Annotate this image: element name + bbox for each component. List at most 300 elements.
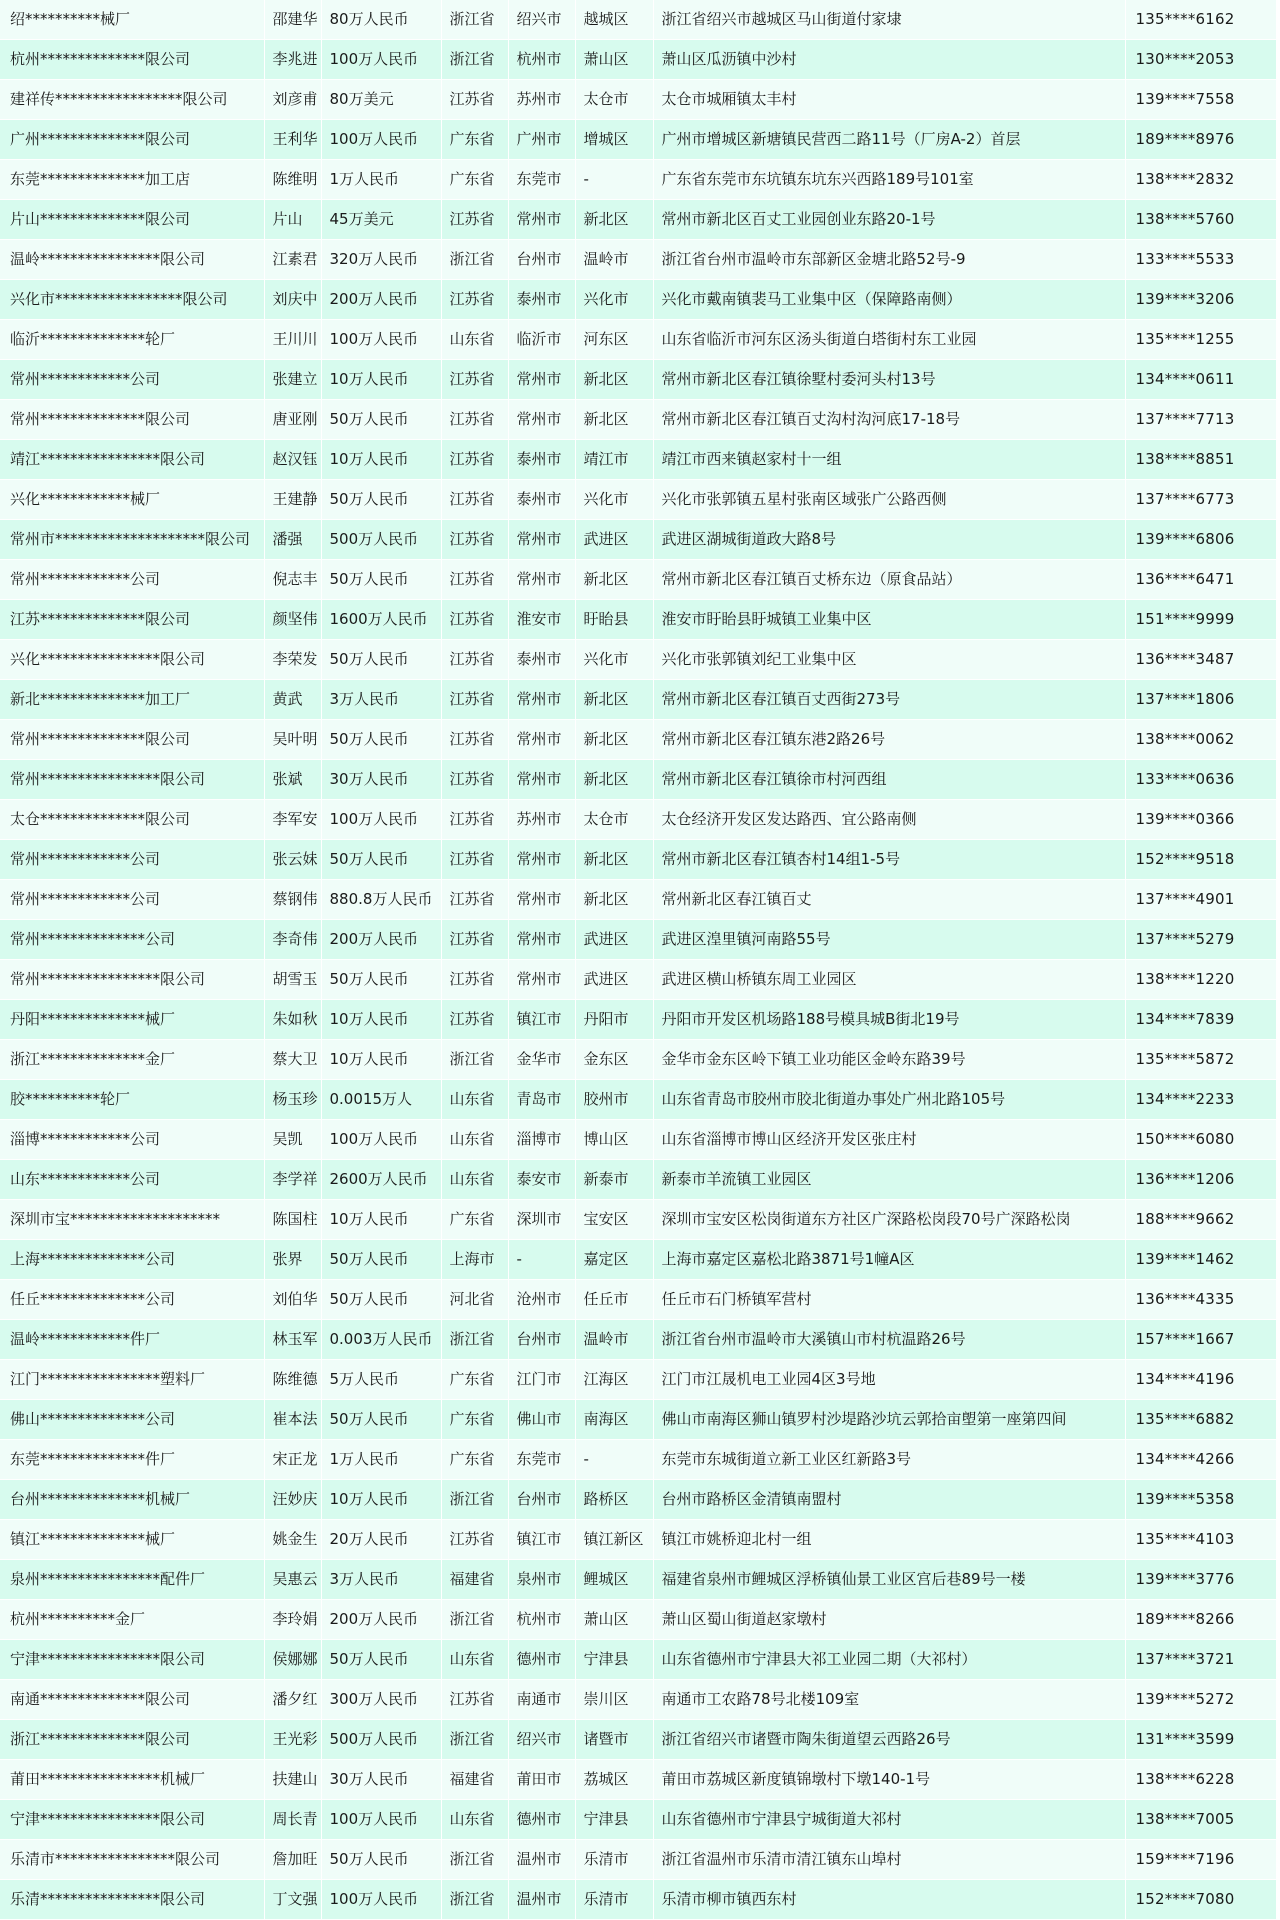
address-cell: 淮安市盱眙县盱城镇工业集中区 (653, 600, 1125, 640)
table-row (0, 1480, 1276, 1520)
address-cell: 萧山区蜀山街道赵家墩村 (653, 1600, 1125, 1640)
registered-capital-cell: 5万人民币 (321, 1360, 441, 1400)
city-cell: 泰州市 (508, 440, 575, 480)
district-cell: 崇川区 (575, 1680, 653, 1720)
table-row (0, 320, 1276, 360)
legal-person-cell: 宋正龙 (264, 1440, 321, 1480)
address-cell: 新泰市羊流镇工业园区 (653, 1160, 1125, 1200)
registered-capital-cell: 50万人民币 (321, 1640, 441, 1680)
province-cell: 江苏省 (441, 840, 508, 880)
table-row (0, 1840, 1276, 1880)
city-cell: - (508, 1240, 575, 1280)
phone-cell: 134****2233 (1125, 1080, 1276, 1120)
city-cell: 台州市 (508, 1320, 575, 1360)
address-cell: 武进区湖城街道政大路8号 (653, 520, 1125, 560)
city-cell: 常州市 (508, 560, 575, 600)
legal-person-cell: 黄武 (264, 680, 321, 720)
table-row (0, 1320, 1276, 1360)
legal-person-cell: 丁文强 (264, 1880, 321, 1920)
legal-person-cell: 王川川 (264, 320, 321, 360)
phone-cell: 134****4266 (1125, 1440, 1276, 1480)
table-row (0, 1400, 1276, 1440)
address-cell: 山东省临沂市河东区汤头街道白塔街村东工业园 (653, 320, 1125, 360)
legal-person-cell: 潘强 (264, 520, 321, 560)
table-row (0, 1080, 1276, 1120)
table-row (0, 1880, 1276, 1920)
company-name-cell: 常州**************限公司 (0, 400, 264, 440)
province-cell: 江苏省 (441, 360, 508, 400)
registered-capital-cell: 320万人民币 (321, 240, 441, 280)
company-name-cell: 泉州****************配件厂 (0, 1560, 264, 1600)
company-name-cell: 南通**************限公司 (0, 1680, 264, 1720)
city-cell: 常州市 (508, 720, 575, 760)
city-cell: 临沂市 (508, 320, 575, 360)
province-cell: 山东省 (441, 320, 508, 360)
city-cell: 常州市 (508, 840, 575, 880)
city-cell: 江门市 (508, 1360, 575, 1400)
registered-capital-cell: 10万人民币 (321, 1040, 441, 1080)
phone-cell: 131****3599 (1125, 1720, 1276, 1760)
registered-capital-cell: 200万人民币 (321, 1600, 441, 1640)
province-cell: 江苏省 (441, 920, 508, 960)
legal-person-cell: 刘彦甫 (264, 80, 321, 120)
company-name-cell: 温岭************件厂 (0, 1320, 264, 1360)
legal-person-cell: 詹加旺 (264, 1840, 321, 1880)
district-cell: 兴化市 (575, 480, 653, 520)
district-cell: 新北区 (575, 200, 653, 240)
registered-capital-cell: 10万人民币 (321, 1000, 441, 1040)
address-cell: 常州市新北区春江镇百丈西街273号 (653, 680, 1125, 720)
table-row (0, 200, 1276, 240)
address-cell: 浙江省台州市温岭市大溪镇山市村杭温路26号 (653, 1320, 1125, 1360)
phone-cell: 152****9518 (1125, 840, 1276, 880)
table-row (0, 520, 1276, 560)
company-name-cell: 兴化市*****************限公司 (0, 280, 264, 320)
address-cell: 南通市工农路78号北楼109室 (653, 1680, 1125, 1720)
city-cell: 泰安市 (508, 1160, 575, 1200)
address-cell: 任丘市石门桥镇军营村 (653, 1280, 1125, 1320)
district-cell: 荔城区 (575, 1760, 653, 1800)
phone-cell: 135****4103 (1125, 1520, 1276, 1560)
table-row (0, 1280, 1276, 1320)
company-name-cell: 佛山**************公司 (0, 1400, 264, 1440)
table-row (0, 400, 1276, 440)
district-cell: 诸暨市 (575, 1720, 653, 1760)
table-row (0, 760, 1276, 800)
legal-person-cell: 赵汉钰 (264, 440, 321, 480)
registered-capital-cell: 10万人民币 (321, 440, 441, 480)
legal-person-cell: 林玉军 (264, 1320, 321, 1360)
province-cell: 江苏省 (441, 640, 508, 680)
table-row (0, 1720, 1276, 1760)
table-row (0, 1600, 1276, 1640)
legal-person-cell: 吴凯 (264, 1120, 321, 1160)
table-row (0, 1800, 1276, 1840)
address-cell: 丹阳市开发区机场路188号模具城B街北19号 (653, 1000, 1125, 1040)
registered-capital-cell: 50万人民币 (321, 1840, 441, 1880)
phone-cell: 139****3206 (1125, 280, 1276, 320)
company-name-cell: 片山**************限公司 (0, 200, 264, 240)
district-cell: 新北区 (575, 720, 653, 760)
legal-person-cell: 李奇伟 (264, 920, 321, 960)
city-cell: 常州市 (508, 680, 575, 720)
address-cell: 广州市增城区新塘镇民营西二路11号（厂房A-2）首层 (653, 120, 1125, 160)
district-cell: 兴化市 (575, 280, 653, 320)
table-row (0, 360, 1276, 400)
city-cell: 淮安市 (508, 600, 575, 640)
phone-cell: 188****9662 (1125, 1200, 1276, 1240)
address-cell: 浙江省台州市温岭市东部新区金塘北路52号-9 (653, 240, 1125, 280)
district-cell: 兴化市 (575, 640, 653, 680)
province-cell: 广东省 (441, 1440, 508, 1480)
province-cell: 浙江省 (441, 1880, 508, 1920)
province-cell: 江苏省 (441, 560, 508, 600)
legal-person-cell: 胡雪玉 (264, 960, 321, 1000)
table-row (0, 680, 1276, 720)
address-cell: 常州市新北区春江镇徐墅村委河头村13号 (653, 360, 1125, 400)
province-cell: 浙江省 (441, 40, 508, 80)
registered-capital-cell: 50万人民币 (321, 1280, 441, 1320)
province-cell: 广东省 (441, 1400, 508, 1440)
address-cell: 广东省东莞市东坑镇东坑东兴西路189号101室 (653, 160, 1125, 200)
district-cell: 任丘市 (575, 1280, 653, 1320)
province-cell: 山东省 (441, 1640, 508, 1680)
city-cell: 莆田市 (508, 1760, 575, 1800)
district-cell: 新北区 (575, 840, 653, 880)
legal-person-cell: 唐亚刚 (264, 400, 321, 440)
district-cell: 新北区 (575, 680, 653, 720)
legal-person-cell: 李兆进 (264, 40, 321, 80)
address-cell: 东莞市东城街道立新工业区红新路3号 (653, 1440, 1125, 1480)
address-cell: 浙江省温州市乐清市清江镇东山埠村 (653, 1840, 1125, 1880)
district-cell: 鲤城区 (575, 1560, 653, 1600)
company-name-cell: 广州**************限公司 (0, 120, 264, 160)
registered-capital-cell: 300万人民币 (321, 1680, 441, 1720)
table-row (0, 1440, 1276, 1480)
city-cell: 杭州市 (508, 40, 575, 80)
address-cell: 山东省青岛市胶州市胶北街道办事处广州北路105号 (653, 1080, 1125, 1120)
address-cell: 莆田市荔城区新度镇锦墩村下墩140-1号 (653, 1760, 1125, 1800)
registered-capital-cell: 50万人民币 (321, 560, 441, 600)
legal-person-cell: 倪志丰 (264, 560, 321, 600)
legal-person-cell: 汪妙庆 (264, 1480, 321, 1520)
province-cell: 江苏省 (441, 520, 508, 560)
city-cell: 台州市 (508, 1480, 575, 1520)
table-row (0, 1040, 1276, 1080)
company-name-cell: 新北**************加工厂 (0, 680, 264, 720)
company-name-cell: 东莞**************加工店 (0, 160, 264, 200)
registered-capital-cell: 50万人民币 (321, 960, 441, 1000)
city-cell: 泉州市 (508, 1560, 575, 1600)
company-name-cell: 兴化****************限公司 (0, 640, 264, 680)
company-name-cell: 宁津****************限公司 (0, 1800, 264, 1840)
registered-capital-cell: 200万人民币 (321, 280, 441, 320)
address-cell: 乐清市柳市镇西东村 (653, 1880, 1125, 1920)
address-cell: 山东省德州市宁津县宁城街道大祁村 (653, 1800, 1125, 1840)
city-cell: 泰州市 (508, 480, 575, 520)
registered-capital-cell: 50万人民币 (321, 480, 441, 520)
company-name-cell: 常州**************限公司 (0, 720, 264, 760)
city-cell: 青岛市 (508, 1080, 575, 1120)
phone-cell: 135****5872 (1125, 1040, 1276, 1080)
district-cell: 乐清市 (575, 1840, 653, 1880)
registered-capital-cell: 500万人民币 (321, 1720, 441, 1760)
legal-person-cell: 张斌 (264, 760, 321, 800)
city-cell: 常州市 (508, 520, 575, 560)
table-row (0, 1120, 1276, 1160)
company-name-cell: 浙江**************金厂 (0, 1040, 264, 1080)
legal-person-cell: 吴惠云 (264, 1560, 321, 1600)
district-cell: 盱眙县 (575, 600, 653, 640)
registered-capital-cell: 50万人民币 (321, 400, 441, 440)
company-name-cell: 淄博************公司 (0, 1120, 264, 1160)
district-cell: 太仓市 (575, 80, 653, 120)
address-cell: 武进区湟里镇河南路55号 (653, 920, 1125, 960)
registered-capital-cell: 30万人民币 (321, 760, 441, 800)
address-cell: 兴化市戴南镇裴马工业集中区（保障路南侧） (653, 280, 1125, 320)
address-cell: 浙江省绍兴市越城区马山街道付家埭 (653, 0, 1125, 40)
table-row (0, 1640, 1276, 1680)
table-row (0, 240, 1276, 280)
company-name-cell: 镇江**************械厂 (0, 1520, 264, 1560)
phone-cell: 137****6773 (1125, 480, 1276, 520)
legal-person-cell: 李荣发 (264, 640, 321, 680)
city-cell: 广州市 (508, 120, 575, 160)
address-cell: 兴化市张郭镇五星村张南区域张广公路西侧 (653, 480, 1125, 520)
registered-capital-cell: 50万人民币 (321, 1400, 441, 1440)
company-name-cell: 上海**************公司 (0, 1240, 264, 1280)
district-cell: 增城区 (575, 120, 653, 160)
registered-capital-cell: 0.003万人民币 (321, 1320, 441, 1360)
phone-cell: 133****0636 (1125, 760, 1276, 800)
legal-person-cell: 扶建山 (264, 1760, 321, 1800)
company-name-cell: 兴化************械厂 (0, 480, 264, 520)
phone-cell: 130****2053 (1125, 40, 1276, 80)
city-cell: 金华市 (508, 1040, 575, 1080)
legal-person-cell: 蔡钢伟 (264, 880, 321, 920)
district-cell: 靖江市 (575, 440, 653, 480)
phone-cell: 139****5272 (1125, 1680, 1276, 1720)
city-cell: 常州市 (508, 360, 575, 400)
table-row (0, 80, 1276, 120)
city-cell: 沧州市 (508, 1280, 575, 1320)
address-cell: 佛山市南海区狮山镇罗村沙堤路沙坑云郭拾亩塱第一座第四间 (653, 1400, 1125, 1440)
phone-cell: 137****4901 (1125, 880, 1276, 920)
province-cell: 浙江省 (441, 1720, 508, 1760)
phone-cell: 139****5358 (1125, 1480, 1276, 1520)
legal-person-cell: 陈维明 (264, 160, 321, 200)
phone-cell: 189****8266 (1125, 1600, 1276, 1640)
legal-person-cell: 张云妹 (264, 840, 321, 880)
legal-person-cell: 李军安 (264, 800, 321, 840)
province-cell: 山东省 (441, 1800, 508, 1840)
phone-cell: 137****1806 (1125, 680, 1276, 720)
table-row (0, 1000, 1276, 1040)
table-row (0, 1680, 1276, 1720)
address-cell: 常州市新北区春江镇杏村14组1-5号 (653, 840, 1125, 880)
phone-cell: 157****1667 (1125, 1320, 1276, 1360)
phone-cell: 152****7080 (1125, 1880, 1276, 1920)
registered-capital-cell: 100万人民币 (321, 40, 441, 80)
registered-capital-cell: 100万人民币 (321, 800, 441, 840)
registered-capital-cell: 10万人民币 (321, 1200, 441, 1240)
table-row (0, 960, 1276, 1000)
city-cell: 温州市 (508, 1880, 575, 1920)
phone-cell: 133****5533 (1125, 240, 1276, 280)
district-cell: 新北区 (575, 360, 653, 400)
phone-cell: 134****4196 (1125, 1360, 1276, 1400)
city-cell: 泰州市 (508, 280, 575, 320)
legal-person-cell: 侯娜娜 (264, 1640, 321, 1680)
province-cell: 江苏省 (441, 1000, 508, 1040)
city-cell: 南通市 (508, 1680, 575, 1720)
company-name-cell: 常州****************限公司 (0, 960, 264, 1000)
phone-cell: 137****7713 (1125, 400, 1276, 440)
city-cell: 佛山市 (508, 1400, 575, 1440)
province-cell: 广东省 (441, 1200, 508, 1240)
district-cell: 萧山区 (575, 40, 653, 80)
city-cell: 东莞市 (508, 1440, 575, 1480)
phone-cell: 138****6228 (1125, 1760, 1276, 1800)
phone-cell: 135****1255 (1125, 320, 1276, 360)
legal-person-cell: 蔡大卫 (264, 1040, 321, 1080)
address-cell: 常州市新北区春江镇东港2路26号 (653, 720, 1125, 760)
table-row (0, 720, 1276, 760)
phone-cell: 189****8976 (1125, 120, 1276, 160)
legal-person-cell: 李学祥 (264, 1160, 321, 1200)
district-cell: 南海区 (575, 1400, 653, 1440)
city-cell: 泰州市 (508, 640, 575, 680)
phone-cell: 136****1206 (1125, 1160, 1276, 1200)
address-cell: 萧山区瓜沥镇中沙村 (653, 40, 1125, 80)
company-name-cell: 建祥传*****************限公司 (0, 80, 264, 120)
district-cell: 越城区 (575, 0, 653, 40)
province-cell: 山东省 (441, 1080, 508, 1120)
district-cell: 武进区 (575, 920, 653, 960)
province-cell: 江苏省 (441, 600, 508, 640)
address-cell: 常州市新北区百丈工业园创业东路20-1号 (653, 200, 1125, 240)
phone-cell: 138****7005 (1125, 1800, 1276, 1840)
phone-cell: 135****6882 (1125, 1400, 1276, 1440)
city-cell: 镇江市 (508, 1520, 575, 1560)
table-row (0, 280, 1276, 320)
province-cell: 浙江省 (441, 0, 508, 40)
address-cell: 靖江市西来镇赵家村十一组 (653, 440, 1125, 480)
district-cell: 胶州市 (575, 1080, 653, 1120)
table-row (0, 920, 1276, 960)
province-cell: 江苏省 (441, 200, 508, 240)
registered-capital-cell: 2600万人民币 (321, 1160, 441, 1200)
phone-cell: 139****1462 (1125, 1240, 1276, 1280)
province-cell: 浙江省 (441, 1600, 508, 1640)
province-cell: 浙江省 (441, 1480, 508, 1520)
company-name-cell: 浙江**************限公司 (0, 1720, 264, 1760)
city-cell: 常州市 (508, 920, 575, 960)
address-cell: 金华市金东区岭下镇工业功能区金岭东路39号 (653, 1040, 1125, 1080)
company-name-cell: 莆田****************机械厂 (0, 1760, 264, 1800)
phone-cell: 138****8851 (1125, 440, 1276, 480)
table-row (0, 120, 1276, 160)
table-row (0, 480, 1276, 520)
province-cell: 浙江省 (441, 1320, 508, 1360)
address-cell: 常州新北区春江镇百丈 (653, 880, 1125, 920)
registered-capital-cell: 50万人民币 (321, 840, 441, 880)
registered-capital-cell: 10万人民币 (321, 360, 441, 400)
table-row (0, 1240, 1276, 1280)
district-cell: 金东区 (575, 1040, 653, 1080)
district-cell: 温岭市 (575, 1320, 653, 1360)
company-name-cell: 乐清市****************限公司 (0, 1840, 264, 1880)
province-cell: 江苏省 (441, 400, 508, 440)
company-name-cell: 常州市********************限公司 (0, 520, 264, 560)
legal-person-cell: 王利华 (264, 120, 321, 160)
table-row (0, 160, 1276, 200)
district-cell: - (575, 1440, 653, 1480)
address-cell: 浙江省绍兴市诸暨市陶朱街道望云西路26号 (653, 1720, 1125, 1760)
district-cell: - (575, 160, 653, 200)
table-row (0, 800, 1276, 840)
district-cell: 江海区 (575, 1360, 653, 1400)
registered-capital-cell: 1万人民币 (321, 160, 441, 200)
legal-person-cell: 王光彩 (264, 1720, 321, 1760)
company-name-cell: 杭州**************限公司 (0, 40, 264, 80)
province-cell: 福建省 (441, 1760, 508, 1800)
province-cell: 福建省 (441, 1560, 508, 1600)
address-cell: 台州市路桥区金清镇南盟村 (653, 1480, 1125, 1520)
district-cell: 乐清市 (575, 1880, 653, 1920)
legal-person-cell: 江素君 (264, 240, 321, 280)
city-cell: 温州市 (508, 1840, 575, 1880)
company-name-cell: 胶**********轮厂 (0, 1080, 264, 1120)
legal-person-cell: 姚金生 (264, 1520, 321, 1560)
district-cell: 新北区 (575, 400, 653, 440)
district-cell: 博山区 (575, 1120, 653, 1160)
company-name-cell: 常州************公司 (0, 840, 264, 880)
address-cell: 深圳市宝安区松岗街道东方社区广深路松岗段70号广深路松岗 (653, 1200, 1125, 1240)
phone-cell: 139****0366 (1125, 800, 1276, 840)
legal-person-cell: 李玲娟 (264, 1600, 321, 1640)
legal-person-cell: 崔本法 (264, 1400, 321, 1440)
registered-capital-cell: 200万人民币 (321, 920, 441, 960)
phone-cell: 135****6162 (1125, 0, 1276, 40)
table-row (0, 1200, 1276, 1240)
city-cell: 德州市 (508, 1640, 575, 1680)
registered-capital-cell: 100万人民币 (321, 320, 441, 360)
company-name-cell: 任丘**************公司 (0, 1280, 264, 1320)
phone-cell: 136****4335 (1125, 1280, 1276, 1320)
province-cell: 河北省 (441, 1280, 508, 1320)
province-cell: 广东省 (441, 1360, 508, 1400)
table-row (0, 560, 1276, 600)
company-name-cell: 常州**************公司 (0, 920, 264, 960)
district-cell: 宁津县 (575, 1800, 653, 1840)
registered-capital-cell: 50万人民币 (321, 1240, 441, 1280)
district-cell: 武进区 (575, 960, 653, 1000)
province-cell: 浙江省 (441, 1840, 508, 1880)
table-row (0, 640, 1276, 680)
province-cell: 浙江省 (441, 1040, 508, 1080)
city-cell: 德州市 (508, 1800, 575, 1840)
city-cell: 台州市 (508, 240, 575, 280)
province-cell: 江苏省 (441, 800, 508, 840)
district-cell: 镇江新区 (575, 1520, 653, 1560)
table-row (0, 1360, 1276, 1400)
registered-capital-cell: 880.8万人民币 (321, 880, 441, 920)
phone-cell: 138****5760 (1125, 200, 1276, 240)
phone-cell: 137****5279 (1125, 920, 1276, 960)
company-name-cell: 绍**********械厂 (0, 0, 264, 40)
province-cell: 江苏省 (441, 760, 508, 800)
